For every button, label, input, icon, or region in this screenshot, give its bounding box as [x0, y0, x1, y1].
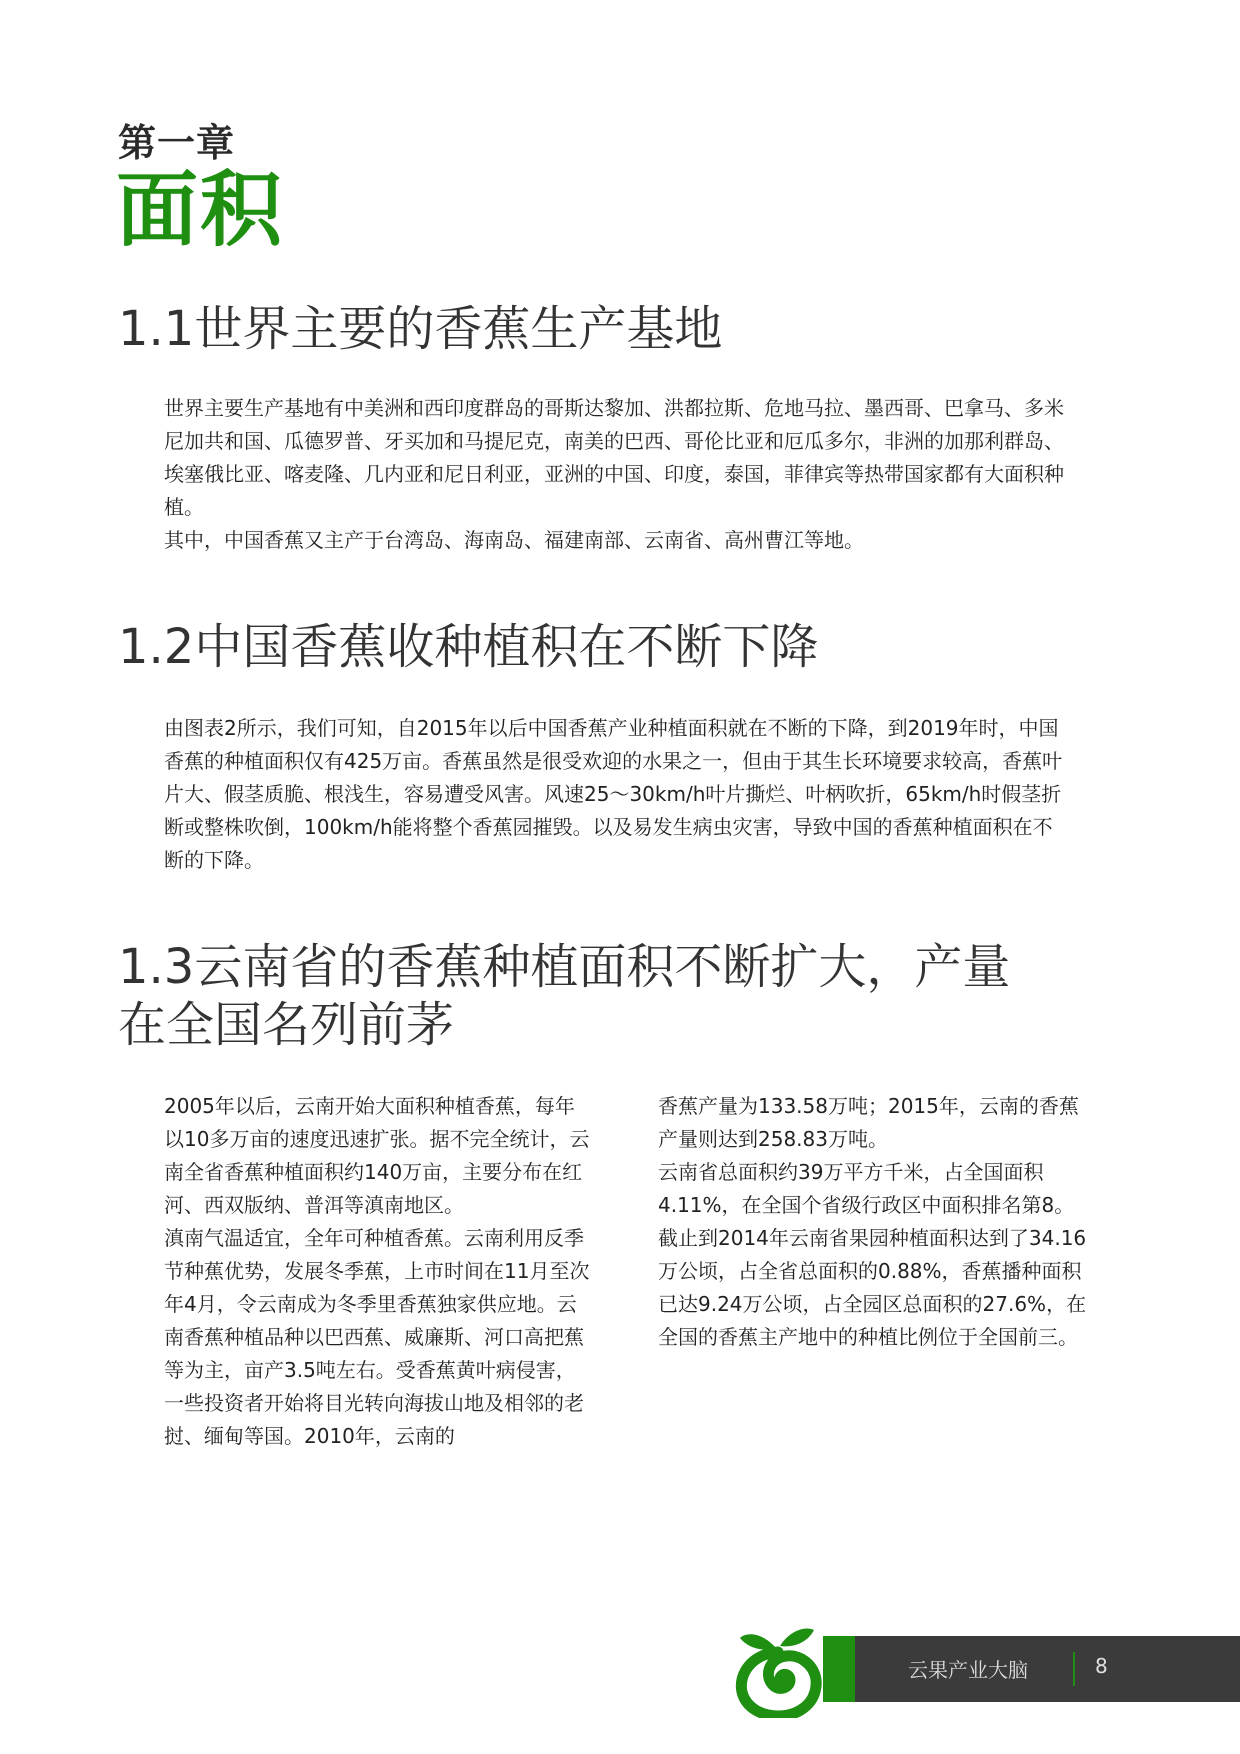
footer-divider — [1073, 1652, 1075, 1686]
section-title-1-1: 1.1世界主要的香蕉生产基地 — [118, 301, 723, 357]
paragraph: 滇南气温适宜，全年可种植香蕉。云南利用反季节种蕉优势，发展冬季蕉，上市时间在11月至次年4月，令云南成为冬季里香蕉独家供应地。云南香蕉种植品种以巴西蕉、威廉斯、河口高把蕉等为主，亩产3.5吨左右。受香蕉黄叶病侵害，一些投资者开始将目光转向海拔山地及相邻的老挝、缅甸等国。2010年，云南的 — [164, 1226, 590, 1448]
paragraph: 由图表2所示，我们可知，自2015年以后中国香蕉产业种植面积就在不断的下降，到2019年时，中国香蕉的种植面积仅有425万亩。香蕉虽然是很受欢迎的水果之一，但由于其生长环境要求较高，香蕉叶片大、假茎质脆、根浅生，容易遭受风害。风速25～30km/h叶片撕烂、叶柄吹折，65km/h时假茎折断或整株吹倒，100km/h能将整个香蕉园摧毁。以及易发生病虫灾害，导致中国的香蕉种植面积在不断的下降。 — [164, 716, 1063, 872]
chapter-label: 第一章 — [118, 121, 236, 165]
section-body-1-2 — [164, 712, 1064, 877]
paragraph: 其中，中国香蕉又主产于台湾岛、海南岛、福建南部、云南省、高州曹江等地。 — [164, 528, 864, 552]
page-number: 8 — [1095, 1654, 1108, 1678]
paragraph: 云南省总面积约39万平方千米，占全国面积4.11%，在全国个省级行政区中面积排名第8。截止到2014年云南省果园种植面积达到了34.16万公顷，占全省总面积的0.88%，香蕉播种面积已达9.24万公顷，占全园区总面积的27.6%，在全国的香蕉主产地中的种植比例位于全国前三。 — [658, 1160, 1087, 1349]
section-title-1-3: 1.3云南省的香蕉种植面积不断扩大，产量在全国名列前茅 — [118, 939, 1011, 1053]
footer-bar — [823, 1636, 1240, 1702]
sprout-logo-icon — [732, 1618, 824, 1718]
paragraph: 香蕉产量为133.58万吨；2015年，云南的香蕉产量则达到258.83万吨。 — [658, 1094, 1079, 1151]
section-body-1-3-right-column — [658, 1090, 1088, 1354]
section-title-1-2: 1.2中国香蕉收种植积在不断下降 — [118, 619, 819, 675]
paragraph: 世界主要生产基地有中美洲和西印度群岛的哥斯达黎加、洪都拉斯、危地马拉、墨西哥、巴拿马、多米尼加共和国、瓜德罗普、牙买加和马提尼克，南美的巴西、哥伦比亚和厄瓜多尔，非洲的加那利群岛、埃塞俄比亚、喀麦隆、几内亚和尼日利亚，亚洲的中国、印度，泰国，菲律宾等热带国家都有大面积种植。 — [164, 396, 1064, 519]
paragraph: 2005年以后，云南开始大面积种植香蕉，每年以10多万亩的速度迅速扩张。据不完全统计，云南全省香蕉种植面积约140万亩，主要分布在红河、西双版纳、普洱等滇南地区。 — [164, 1094, 590, 1217]
footer-accent — [823, 1636, 855, 1702]
section-body-1-1 — [164, 392, 1064, 557]
footer-brand: 云果产业大脑 — [908, 1658, 1028, 1682]
section-body-1-3-left-column — [164, 1090, 594, 1453]
chapter-title: 面积 — [116, 163, 285, 258]
